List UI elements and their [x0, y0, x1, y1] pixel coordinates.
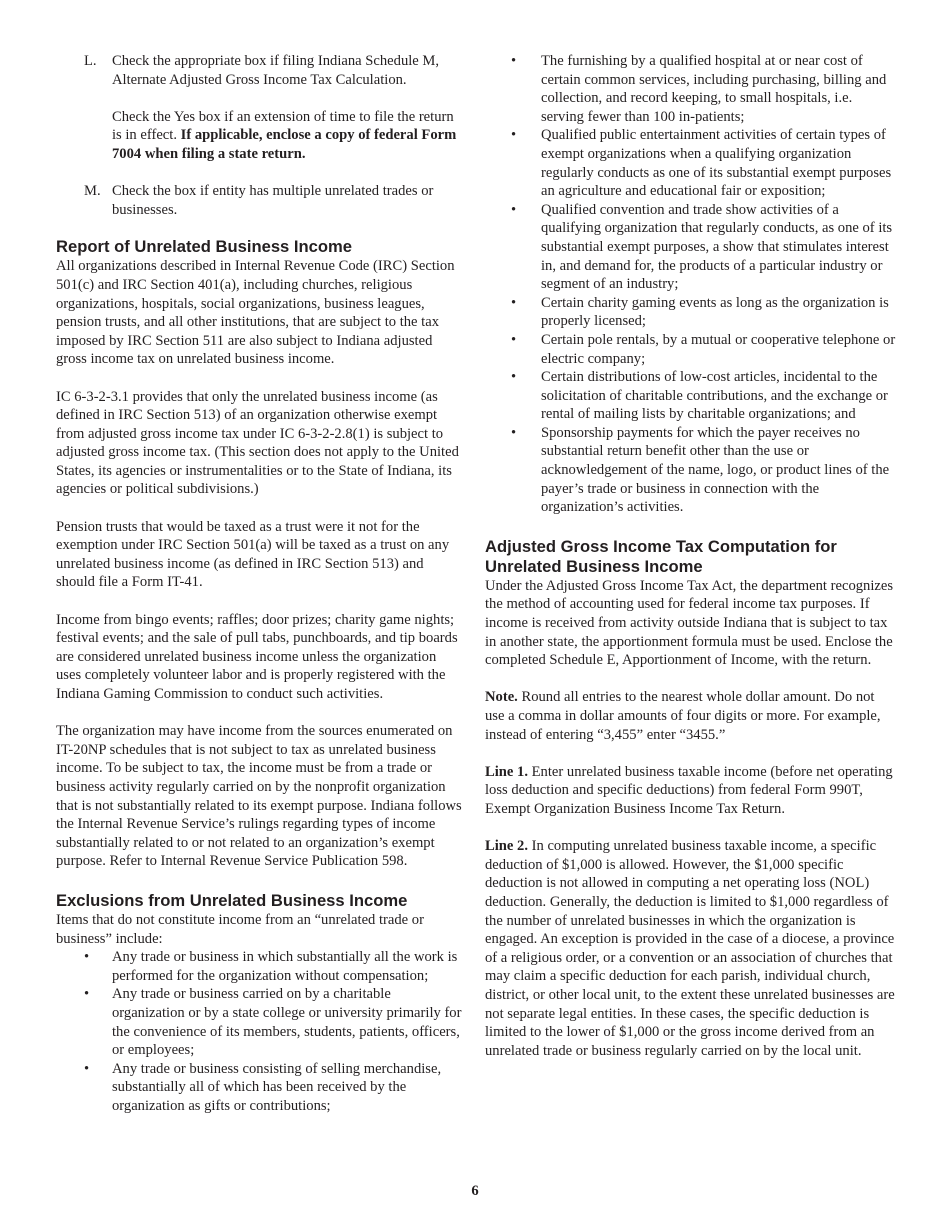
line2-text: In computing unrelated business taxable income, a specific deduction of $1,000 is allowed. However, the $1,000 specific deduction is not allowed in computing a net operating loss (NOL) deduction. Generally, the deduction is limited to $1,000 regardless of the number of unrelated businesses in which the organization is engaged. An exception is provided in the case of a diocese, a province of a religious order, or a convention or an association of churches that may claim a specific deduction for each parish, individual church, district, or other local unit, to the extent these unrelated businesses are not separate legal entities. In these cases, the specific deduction is limited to the lower of $1,000 or the gross income derived from an unrelated trade or business regularly carried on by the local unit. [485, 838, 895, 1059]
list-item [485, 126, 897, 200]
bullet-icon: • [511, 369, 517, 386]
computation-text: Under the Adjusted Gross Income Tax Act, the department recognizes the method of accounting used for federal income tax purposes. If income is received from activity outside Indiana that is subject to tax in another state, the apportionment formula must be used. Enclose the completed Schedule E, Apportionment of Income, with the return. [485, 577, 894, 669]
line1-text: Enter unrelated business taxable income (before net operating loss deduction and specific deductions) from federal Form 990T, Exempt Organization Business Income Tax Return. [485, 763, 893, 817]
report-paragraph-5: The organization may have income from the sources enumerated on IT-20NP schedules that is not subject to tax as unrelated business income. To be subject to tax, the income must be from a trade or business activity regularly carried on by the nonprofit organization that is not substantially related to its exempt purpose. Indiana follows the Internal Revenue Service’s rulings regarding types of income substantially related to or not related to an organization’s exempt purpose. Refer to Internal Revenue Service Publication 598. [56, 723, 462, 870]
right-column [485, 52, 897, 1060]
list-item-text: Qualified convention and trade show activities of a qualifying organization that regularly conducts, as one of its substantial exempt purposes, a show that stimulates interest in, and demand for, the products of a particular industry or segment of an industry; [541, 201, 893, 293]
note-paragraph [485, 688, 897, 744]
bullet-icon: • [511, 424, 517, 441]
list-item-text: Certain pole rentals, by a mutual or cooperative telephone or electric company; [541, 331, 896, 367]
bullet-icon: • [511, 201, 517, 218]
list-item-text: Any trade or business consisting of selling merchandise, substantially all of which has been received by the organization as gifts or contributions; [112, 1060, 442, 1114]
line2-paragraph [485, 837, 897, 1060]
note-text: Round all entries to the nearest whole dollar amount. Do not use a comma in dollar amounts of four digits or more. For example, instead of entering “3,455” enter “3455.” [485, 689, 881, 743]
bullet-icon: • [84, 1060, 90, 1077]
item-l-sub-text: Check the Yes box if an extension of time to file the return is in effect. [112, 108, 454, 144]
list-item [485, 368, 897, 424]
line2-label: Line 2. [485, 838, 528, 855]
list-item [56, 1060, 462, 1116]
list-item-text: Certain distributions of low-cost articles, incidental to the solicitation of charitable contributions, and the exchange or rental of mailing lists by charitable organizations; and [541, 369, 888, 423]
line1-paragraph [485, 763, 897, 819]
item-l-sub-bold: If applicable, enclose a copy of federal Form 7004 when filing a state return. [112, 127, 457, 162]
exclusions-intro: Items that do not constitute income from an “unrelated trade or business” include: [56, 911, 424, 947]
item-l-subparagraph [56, 108, 462, 164]
report-paragraph-2: IC 6-3-2-3.1 provides that only the unrelated business income (as defined in IRC Section 513) of an organization otherwise exempt from adjusted gross income tax under IC 6-3-2-2.8(1) is subject to adjusted gross income tax. (This section does not apply to the United States, its agencies or instrumentalities or to the State of Indiana, its agencies or political subdivisions.) [56, 388, 459, 498]
computation-heading: Adjusted Gross Income Tax Computation for Unrelated Business Income [485, 536, 837, 576]
page-number: 6 [471, 1183, 479, 1199]
item-l [56, 52, 462, 89]
report-paragraph-4: Income from bingo events; raffles; door prizes; charity game nights; festival events; and the sale of pull tabs, punchboards, and tip boards are considered unrelated business income unless the organization uses completely volunteer labor and is properly registered with the Indiana Gaming Commission to conduct such activities. [56, 611, 458, 702]
report-heading: Report of Unrelated Business Income [56, 237, 352, 257]
bullet-icon: • [511, 53, 517, 69]
bullet-icon: • [511, 294, 517, 311]
list-item [56, 948, 462, 985]
list-item [485, 52, 897, 126]
item-l-letter: L. [84, 53, 97, 69]
exclusions-list [56, 948, 462, 1115]
bullet-icon: • [511, 127, 517, 144]
list-item [485, 424, 897, 517]
bullet-icon: • [511, 331, 517, 348]
item-m-text: Check the box if entity has multiple unrelated trades or businesses. [112, 183, 434, 218]
exclusions-heading: Exclusions from Unrelated Business Income [56, 890, 408, 910]
list-item [485, 331, 897, 368]
item-m-letter: M. [84, 183, 101, 200]
item-l-text: Check the appropriate box if filing Indiana Schedule M, Alternate Adjusted Gross Income Tax Calculation. [112, 53, 440, 88]
list-item-text: Certain charity gaming events as long as the organization is properly licensed; [541, 294, 889, 330]
list-item [485, 201, 897, 294]
list-item-text: Any trade or business in which substantially all the work is performed for the organization without compensation; [112, 949, 458, 984]
report-paragraph-3: Pension trusts that would be taxed as a trust were it not for the exemption under IRC Section 501(a) will be taxed as a trust on any unrelated business income (as defined in IRC Section 513) and should file a Form IT-41. [56, 518, 450, 591]
list-item [56, 985, 462, 1059]
report-paragraph-1: All organizations described in Internal Revenue Code (IRC) Section 501(c) and IRC Section 401(a), including churches, religious organizations, hospitals, social organizations, business leagues, pension trusts, and all other institutions, that are subject to the tax imposed by IRC Section 511 are also subject to Indiana adjusted gross income tax on unrelated business income. [56, 258, 455, 368]
bullet-icon: • [84, 986, 90, 1003]
list-item-text: Sponsorship payments for which the payer receives no substantial return benefit other than the use or acknowledgement of the name, logo, or product lines of the payer’s trade or business in connection with the organization’s activities. [541, 424, 890, 516]
line1-label: Line 1. [485, 763, 528, 780]
exclusions-list-continued [485, 52, 897, 517]
list-item-text: The furnishing by a qualified hospital at or near cost of certain common services, including purchasing, billing and collection, and record keeping, to small hospitals, i.e. serving fewer than 100 in-patients; [541, 53, 887, 125]
bullet-icon: • [84, 949, 90, 966]
list-item-text: Any trade or business carried on by a charitable organization or by a state college or university primarily for the convenience of its members, students, patients, officers, or employees; [112, 986, 462, 1059]
list-item [485, 294, 897, 331]
note-label: Note. [485, 689, 518, 706]
item-m [56, 182, 462, 219]
list-item-text: Qualified public entertainment activities of certain types of exempt organizations when a qualifying organization regularly conducts as one of its substantial exempt purposes an agriculture and educational fair or exposition; [541, 127, 892, 200]
left-column [56, 52, 462, 1115]
